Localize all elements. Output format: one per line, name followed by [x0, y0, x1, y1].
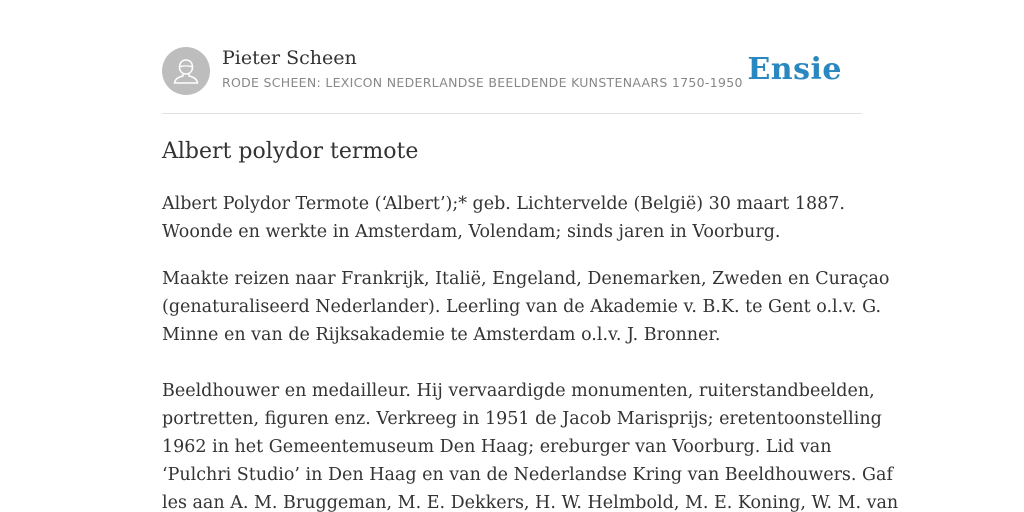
paragraph-education — [162, 265, 899, 512]
text-line: portretten, figuren enz. Verkreeg in 1951 de Jacob Marisprijs; eretentoonstelling — [162, 409, 882, 429]
text-line: Albert Polydor Termote (‘Albert’);* geb. Lichtervelde (België) 30 maart 1887. — [162, 194, 845, 214]
article-body — [162, 190, 899, 512]
paragraph-birth — [162, 190, 867, 246]
text-line: ‘Pulchri Studio’ in Den Haag en van de Nederlandse Kring van Beeldhouwers. Gaf — [162, 465, 893, 485]
blank-line — [162, 349, 867, 377]
header-divider — [162, 113, 862, 114]
text-line: Beeldhouwer en medailleur. Hij vervaardigde monumenten, ruiterstandbeelden, — [162, 381, 875, 401]
text-line: les aan A. M. Bruggeman, M. E. Dekkers, H. W. Helmbold, M. E. Koning, W. M. van — [162, 493, 899, 512]
source-publication[interactable]: RODE SCHEEN: LEXICON NEDERLANDSE BEELDENDE KUNSTENAARS 1750-1950 — [222, 75, 743, 90]
page-title: Albert polydor termote — [162, 139, 419, 164]
text-line: (genaturaliseerd Nederlander). Leerling van de Akademie v. B.K. te Gent o.l.v. G. — [162, 297, 882, 317]
avatar[interactable] — [162, 47, 210, 95]
text-line: Maakte reizen naar Frankrijk, Italië, Engeland, Denemarken, Zweden en Curaçao — [162, 269, 890, 289]
author-name[interactable]: Pieter Scheen — [222, 47, 357, 69]
text-line: Minne en van de Rijksakademie te Amsterdam o.l.v. J. Bronner. — [162, 325, 721, 345]
text-line: 1962 in het Gemeentemuseum Den Haag; ereburger van Voorburg. Lid van — [162, 437, 832, 457]
ensie-logo[interactable]: Ensie — [747, 52, 842, 87]
user-silhouette-icon — [162, 47, 210, 95]
article-header — [162, 47, 862, 97]
text-line: Woonde en werkte in Amsterdam, Volendam; sinds jaren in Voorburg. — [162, 222, 781, 242]
